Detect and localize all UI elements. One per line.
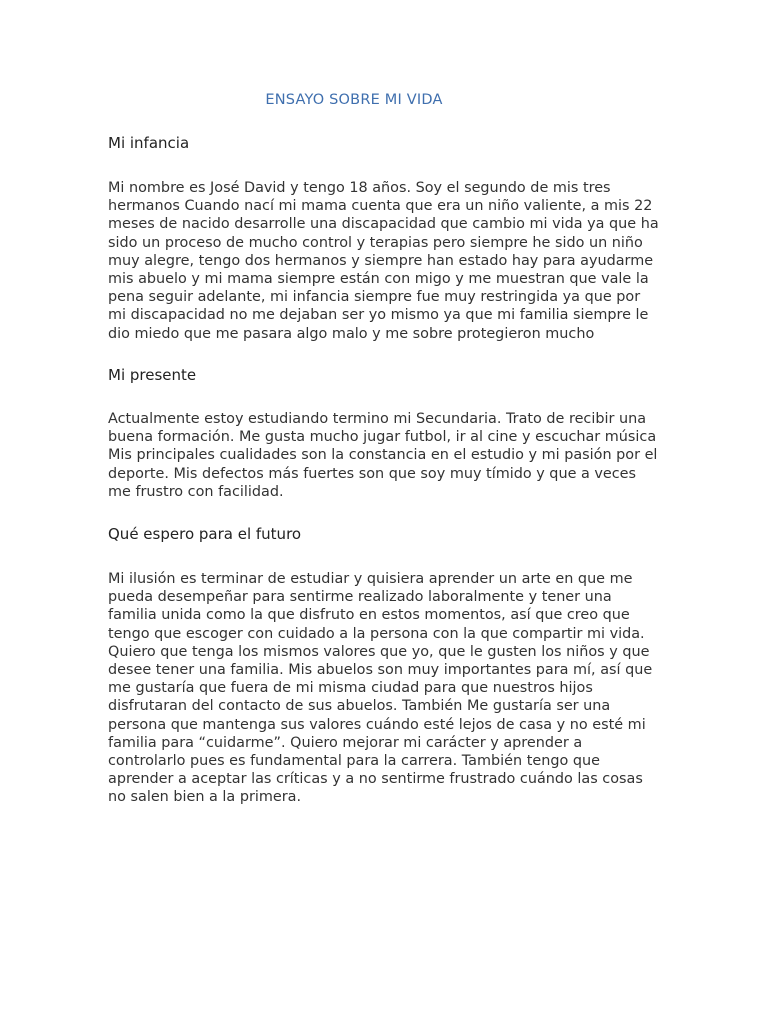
paragraph-line: persona que mantenga sus valores cuándo esté lejos de casa y no esté mi: [108, 716, 646, 733]
paragraph-line: familia para “cuidarme”. Quiero mejorar mi carácter y aprender a: [108, 734, 583, 751]
paragraph-line: mis abuelo y mi mama siempre están con migo y me muestran que vale la: [108, 271, 649, 288]
section-heading-infancia: Mi infancia: [108, 134, 190, 152]
paragraph-line: aprender a aceptar las críticas y a no sentirme frustrado cuándo las cosas: [108, 771, 643, 788]
paragraph-line: Mi nombre es José David y tengo 18 años. Soy el segundo de mis tres: [108, 180, 611, 196]
paragraph-presente: [108, 410, 663, 501]
paragraph-line: desee tener una familia. Mis abuelos son muy importantes para mí, así que: [108, 662, 653, 679]
paragraph-line: me frustro con facilidad.: [108, 483, 284, 500]
paragraph-line: disfrutaran del contacto de sus abuelos. También Me gustaría ser una: [108, 698, 611, 715]
paragraph-line: pena seguir adelante, mi infancia siempre fue muy restringida ya que por: [108, 289, 641, 306]
paragraph-futuro: [108, 570, 663, 807]
paragraph-line: tengo que escoger con cuidado a la persona con la que compartir mi vida.: [108, 625, 645, 642]
paragraph-line: dio miedo que me pasara algo malo y me sobre protegieron mucho: [108, 325, 595, 342]
paragraph-line: no salen bien a la primera.: [108, 789, 302, 806]
paragraph-line: controlarlo pues es fundamental para la carrera. También tengo que: [108, 753, 600, 770]
paragraph-line: Mis principales cualidades son la constancia en el estudio y mi pasión por el: [108, 447, 658, 464]
paragraph-line: pueda desempeñar para sentirme realizado laboralmente y tener una: [108, 589, 612, 606]
paragraph-line: Mi ilusión es terminar de estudiar y quisiera aprender un arte en que me: [108, 571, 633, 587]
section-heading-futuro: Qué espero para el futuro: [108, 525, 302, 543]
paragraph-line: deporte. Mis defectos más fuertes son que soy muy tímido y que a veces: [108, 465, 637, 482]
paragraph-line: familia unida como la que disfruto en estos momentos, así que creo que: [108, 607, 630, 624]
paragraph-line: mi discapacidad no me dejaban ser yo mismo ya que mi familia siempre le: [108, 307, 649, 324]
paragraph-line: muy alegre, tengo dos hermanos y siempre han estado hay para ayudarme: [108, 252, 654, 269]
paragraph-line: Actualmente estoy estudiando termino mi Secundaria. Trato de recibir una: [108, 411, 647, 427]
paragraph-line: meses de nacido desarrolle una discapacidad que cambio mi vida ya que ha: [108, 216, 659, 233]
section-heading-presente: Mi presente: [108, 366, 197, 384]
paragraph-line: sido un proceso de mucho control y terapias pero siempre he sido un niño: [108, 234, 643, 251]
paragraph-line: hermanos Cuando nací mi mama cuenta que era un niño valiente, a mis 22: [108, 198, 653, 215]
paragraph-line: buena formación. Me gusta mucho jugar futbol, ir al cine y escuchar música: [108, 429, 657, 446]
paragraph-line: Quiero que tenga los mismos valores que yo, que le gusten los niños y que: [108, 643, 650, 660]
paragraph-line: me gustaría que fuera de mi misma ciudad para que nuestros hijos: [108, 680, 593, 697]
paragraph-infancia: [108, 179, 663, 343]
document-title: ENSAYO SOBRE MI VIDA: [265, 92, 443, 108]
